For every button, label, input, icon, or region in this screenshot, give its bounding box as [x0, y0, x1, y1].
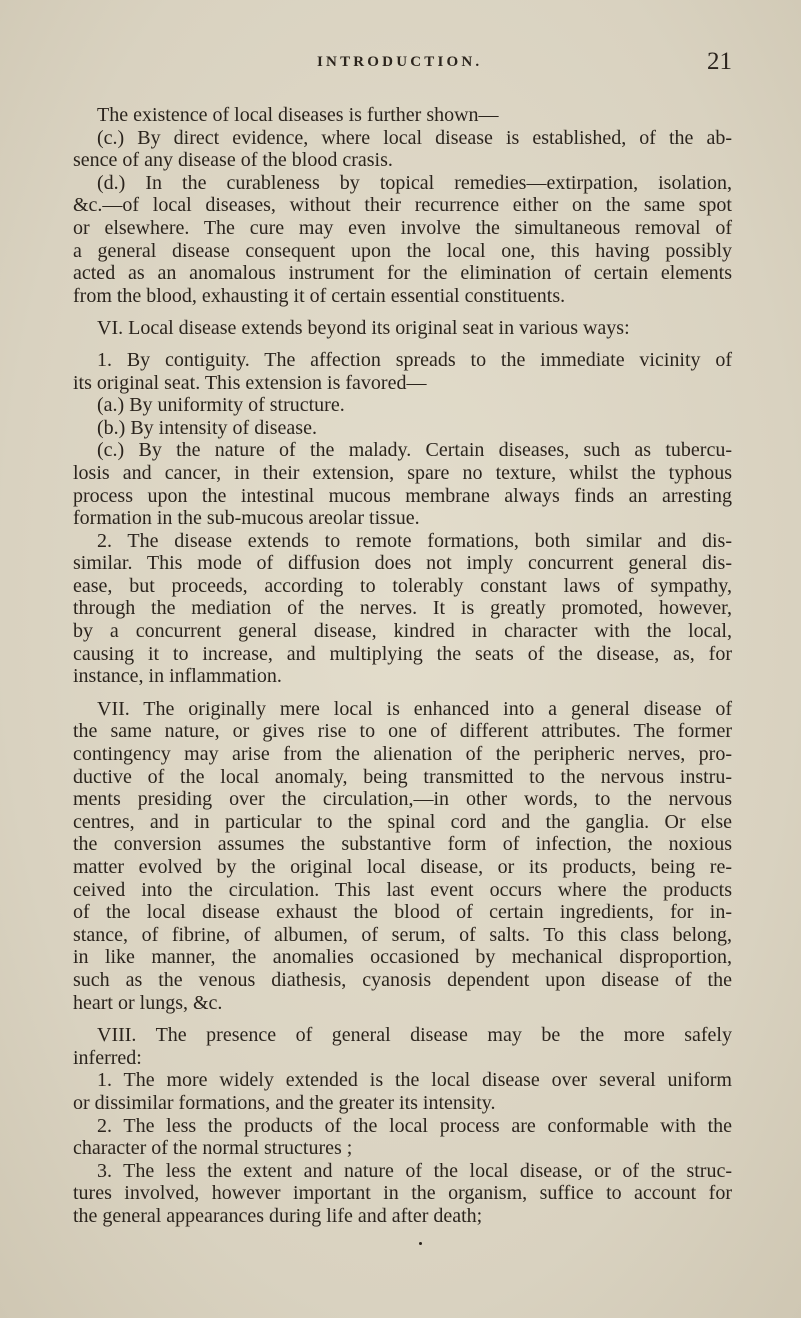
text-line: ductive of the local anomaly, being transmitted to the nervous instru- [73, 765, 732, 788]
section [73, 698, 732, 1014]
text-line: by a concurrent general disease, kindred in character with the local, [73, 620, 732, 643]
section-heading [73, 317, 732, 340]
text-line: losis and cancer, in their extension, spare no texture, whilst the typhous [73, 461, 732, 484]
text-line: the general appearances during life and after death; [73, 1204, 483, 1227]
text-line: ease, but proceeds, according to tolerably constant laws of sympathy, [73, 574, 732, 597]
paragraph [73, 439, 732, 529]
paragraph [73, 349, 732, 394]
text-line: in like manner, the anomalies occasioned by mechanical disproportion, [73, 946, 732, 969]
paragraph [73, 417, 732, 440]
text-line: (a.) By uniformity of structure. [97, 394, 345, 417]
text-line: ments presiding over the circulation,—in other words, to the nervous [73, 788, 732, 811]
text-line: through the mediation of the nerves. It is greatly promoted, however, [73, 597, 732, 620]
text-line: acted as an anomalous instrument for the elimination of certain elements [73, 262, 732, 285]
text-line: its original seat. This extension is favored— [73, 371, 427, 394]
paragraph [73, 394, 732, 417]
paragraph [73, 127, 732, 172]
text-line: &c.—of local diseases, without their recurrence either on the same spot [73, 194, 732, 217]
text-line: such as the venous diathesis, cyanosis dependent upon disease of the [73, 968, 732, 991]
text-line: heart or lungs, &c. [73, 991, 223, 1014]
text-line: stance, of fibrine, of albumen, of serum, of salts. To this class belong, [73, 923, 732, 946]
text-line: from the blood, exhausting it of certain essential constituents. [73, 284, 566, 307]
page-header [317, 48, 732, 78]
text-line: process upon the intestinal mucous membrane always finds an arresting [73, 484, 732, 507]
text-line: (b.) By intensity of disease. [97, 416, 317, 439]
text-line: (c.) By direct evidence, where local disease is established, of the ab- [97, 126, 732, 149]
text-line: tures involved, however important in the organism, suffice to account for [73, 1182, 732, 1205]
text-line: sence of any disease of the blood crasis. [73, 149, 393, 172]
text-line: 2. The less the products of the local process are conformable with the [97, 1114, 732, 1137]
body-text [73, 104, 732, 1228]
text-line: the same nature, or gives rise to one of different attributes. The former [73, 720, 732, 743]
text-line: or dissimilar formations, and the greater its intensity. [73, 1091, 496, 1114]
text-line: character of the normal structures ; [73, 1137, 353, 1160]
paragraph [73, 698, 732, 1014]
paragraph [73, 1024, 732, 1069]
text-line: 2. The disease extends to remote formations, both similar and dis- [97, 529, 732, 552]
paragraph [73, 1115, 732, 1160]
running-head: INTRODUCTION. [317, 54, 483, 70]
printer-mark [419, 1242, 422, 1245]
text-line: causing it to increase, and multiplying the seats of the disease, as, for [73, 642, 732, 665]
text-line: instance, in inflammation. [73, 665, 282, 688]
section [73, 104, 732, 307]
text-line: contingency may arise from the alienation of the peripheric nerves, pro- [73, 743, 732, 766]
paragraph [73, 1069, 732, 1114]
text-line: of the local disease exhaust the blood of certain ingredients, for in- [73, 901, 732, 924]
paragraph [73, 172, 732, 308]
text-line: a general disease consequent upon the local one, this having possibly [73, 239, 732, 262]
text-line: the conversion assumes the substantive form of infection, the noxious [73, 833, 732, 856]
text-line: 1. The more widely extended is the local disease over several uniform [97, 1069, 732, 1092]
text-line: VII. The originally mere local is enhanced into a general disease of [97, 697, 732, 720]
text-line: matter evolved by the original local disease, or its products, being re- [73, 856, 732, 878]
text-line: (d.) In the curableness by topical remedies—extirpation, isolation, [97, 171, 732, 194]
text-line: 1. By contiguity. The affection spreads to the immediate vicinity of [97, 348, 732, 371]
paragraph [73, 1160, 732, 1228]
text-line: formation in the sub-mucous areolar tissue. [73, 507, 420, 530]
section [73, 317, 732, 688]
text-line: 3. The less the extent and nature of the local disease, or of the struc- [97, 1159, 732, 1182]
text-line: similar. This mode of diffusion does not imply concurrent general dis- [73, 552, 732, 575]
paragraph [73, 104, 732, 127]
text-line: VI. Local disease extends beyond its original seat in various ways: [97, 317, 630, 340]
section [73, 1024, 732, 1227]
text-line: VIII. The presence of general disease may be the more safely [97, 1024, 732, 1047]
page-number: 21 [707, 48, 732, 75]
text-line: ceived into the circulation. This last event occurs where the products [73, 878, 732, 901]
paragraph [73, 530, 732, 688]
text-line: (c.) By the nature of the malady. Certain diseases, such as tubercu- [97, 439, 732, 462]
text-line: or elsewhere. The cure may even involve the simultaneous removal of [73, 216, 732, 239]
text-line: inferred: [73, 1046, 142, 1069]
text-line: The existence of local diseases is further shown— [97, 104, 499, 126]
text-line: centres, and in particular to the spinal cord and the ganglia. Or else [73, 810, 732, 833]
